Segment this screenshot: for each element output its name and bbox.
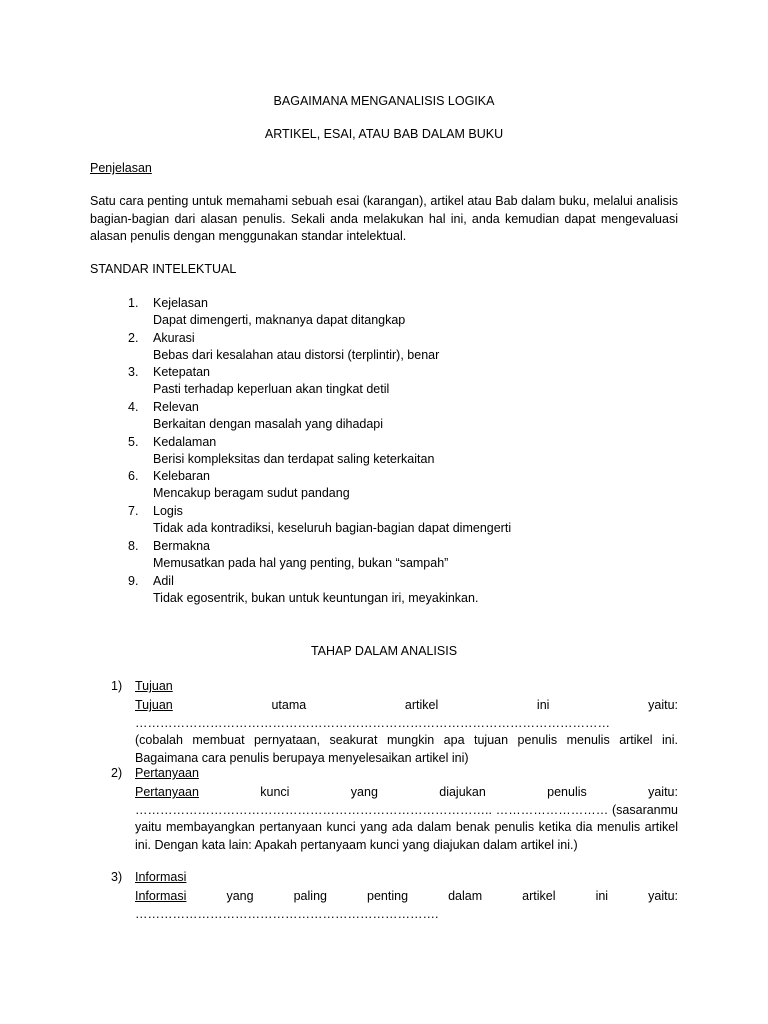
step-title: Pertanyaan (135, 766, 199, 780)
standar-heading: STANDAR INTELEKTUAL (90, 262, 237, 276)
list-item (0, 469, 768, 504)
step-body (135, 888, 678, 923)
list-item (0, 331, 768, 366)
penjelasan-heading: Penjelasan (90, 161, 152, 175)
document-title-line-1: BAGAIMANA MENGANALISIS LOGIKA (273, 94, 495, 108)
list-item-number: 7. (128, 504, 139, 519)
step-lead-text: utama artikel ini yaitu: …………………………………………………………………………………………………… (135, 698, 678, 730)
list-item-number: 3. (128, 365, 139, 380)
step-lead-word: Informasi (135, 889, 187, 903)
step-title: Tujuan (135, 679, 173, 693)
list-item (0, 435, 768, 470)
list-item-name: Kelebaran (153, 469, 210, 484)
list-item (0, 539, 768, 574)
list-item-description: Bebas dari kesalahan atau distorsi (terplintir), benar (153, 347, 440, 362)
step-number: 1) (111, 679, 123, 693)
list-item-number: 5. (128, 434, 139, 449)
list-item-number: 9. (128, 573, 139, 588)
list-item-description: Dapat dimengerti, maknanya dapat ditangkap (153, 313, 406, 327)
list-item-name: Kejelasan (153, 296, 208, 310)
step-body (135, 697, 678, 767)
list-item-description: Pasti terhadap keperluan akan tingkat detil (153, 382, 390, 397)
list-item-description: Tidak egosentrik, bukan untuk keuntungan iri, meyakinkan. (153, 590, 479, 605)
step-lead-word: Pertanyaan (135, 785, 199, 799)
list-item-number: 6. (128, 469, 139, 484)
document-title-line-2: ARTIKEL, ESAI, ATAU BAB DALAM BUKU (264, 127, 504, 141)
step-number: 3) (111, 870, 123, 884)
list-item-number: 1. (128, 296, 139, 310)
list-item-number: 4. (128, 400, 139, 415)
list-item-name: Relevan (153, 400, 199, 415)
list-item-name: Kedalaman (153, 434, 217, 449)
step-number: 2) (111, 766, 123, 780)
list-item-number: 8. (128, 538, 139, 553)
list-item-name: Akurasi (153, 330, 195, 345)
list-item-name: Bermakna (153, 538, 210, 553)
list-item (0, 574, 768, 609)
list-item-description: Tidak ada kontradiksi, keseluruh bagian-bagian dapat dimengerti (153, 521, 512, 536)
list-item-name: Adil (153, 573, 174, 588)
list-item-description: Memusatkan pada hal yang penting, bukan “sampah” (153, 555, 449, 570)
list-item-description: Berisi kompleksitas dan terdapat saling keterkaitan (153, 451, 435, 466)
tahap-heading: TAHAP DALAM ANALISIS (310, 644, 458, 658)
intro-paragraph: Satu cara penting untuk memahami sebuah esai (karangan), artikel atau Bab dalam buku, melalui analisis bagian-bagian dari alasan penulis. Sekali anda melakukan hal ini, anda kemudian dapat mengevaluasi alasan penulis dengan menggunakan standar intelektual. (90, 194, 678, 243)
list-item (0, 400, 768, 435)
list-item-name: Ketepatan (153, 365, 210, 380)
step-lead-text: yang paling penting dalam artikel ini yaitu: ………………………………………………………………. (135, 889, 678, 921)
list-item-description: Berkaitan dengan masalah yang dihadapi (153, 417, 384, 432)
list-item-description: Mencakup beragam sudut pandang (153, 486, 350, 501)
list-item-number: 2. (128, 330, 139, 345)
standards-list (0, 296, 768, 608)
step-rest-text: (cobalah membuat pernyataan, seakurat mungkin apa tujuan penulis menulis artikel ini. Bagaimana cara penulis berupaya menyelesaikan artikel ini) (135, 733, 678, 765)
step-lead-word: Tujuan (135, 698, 173, 712)
list-item-name: Logis (153, 504, 183, 519)
step-lead-text: kunci yang diajukan penulis yaitu: ………………………………………………………………………….. ……………………… (sasaranmu yaitu membayangkan pertanyaan kunci yang ada dalam benak penulis ketika dia menulis artikel ini. Dengan kata lain: Apakah pertanyaam kunci yang diajukan dalam artikel ini.) (135, 785, 678, 852)
step-body (135, 784, 678, 854)
list-item (0, 365, 768, 400)
step-title: Informasi (135, 870, 187, 884)
list-item (0, 504, 768, 539)
list-item (0, 296, 768, 331)
